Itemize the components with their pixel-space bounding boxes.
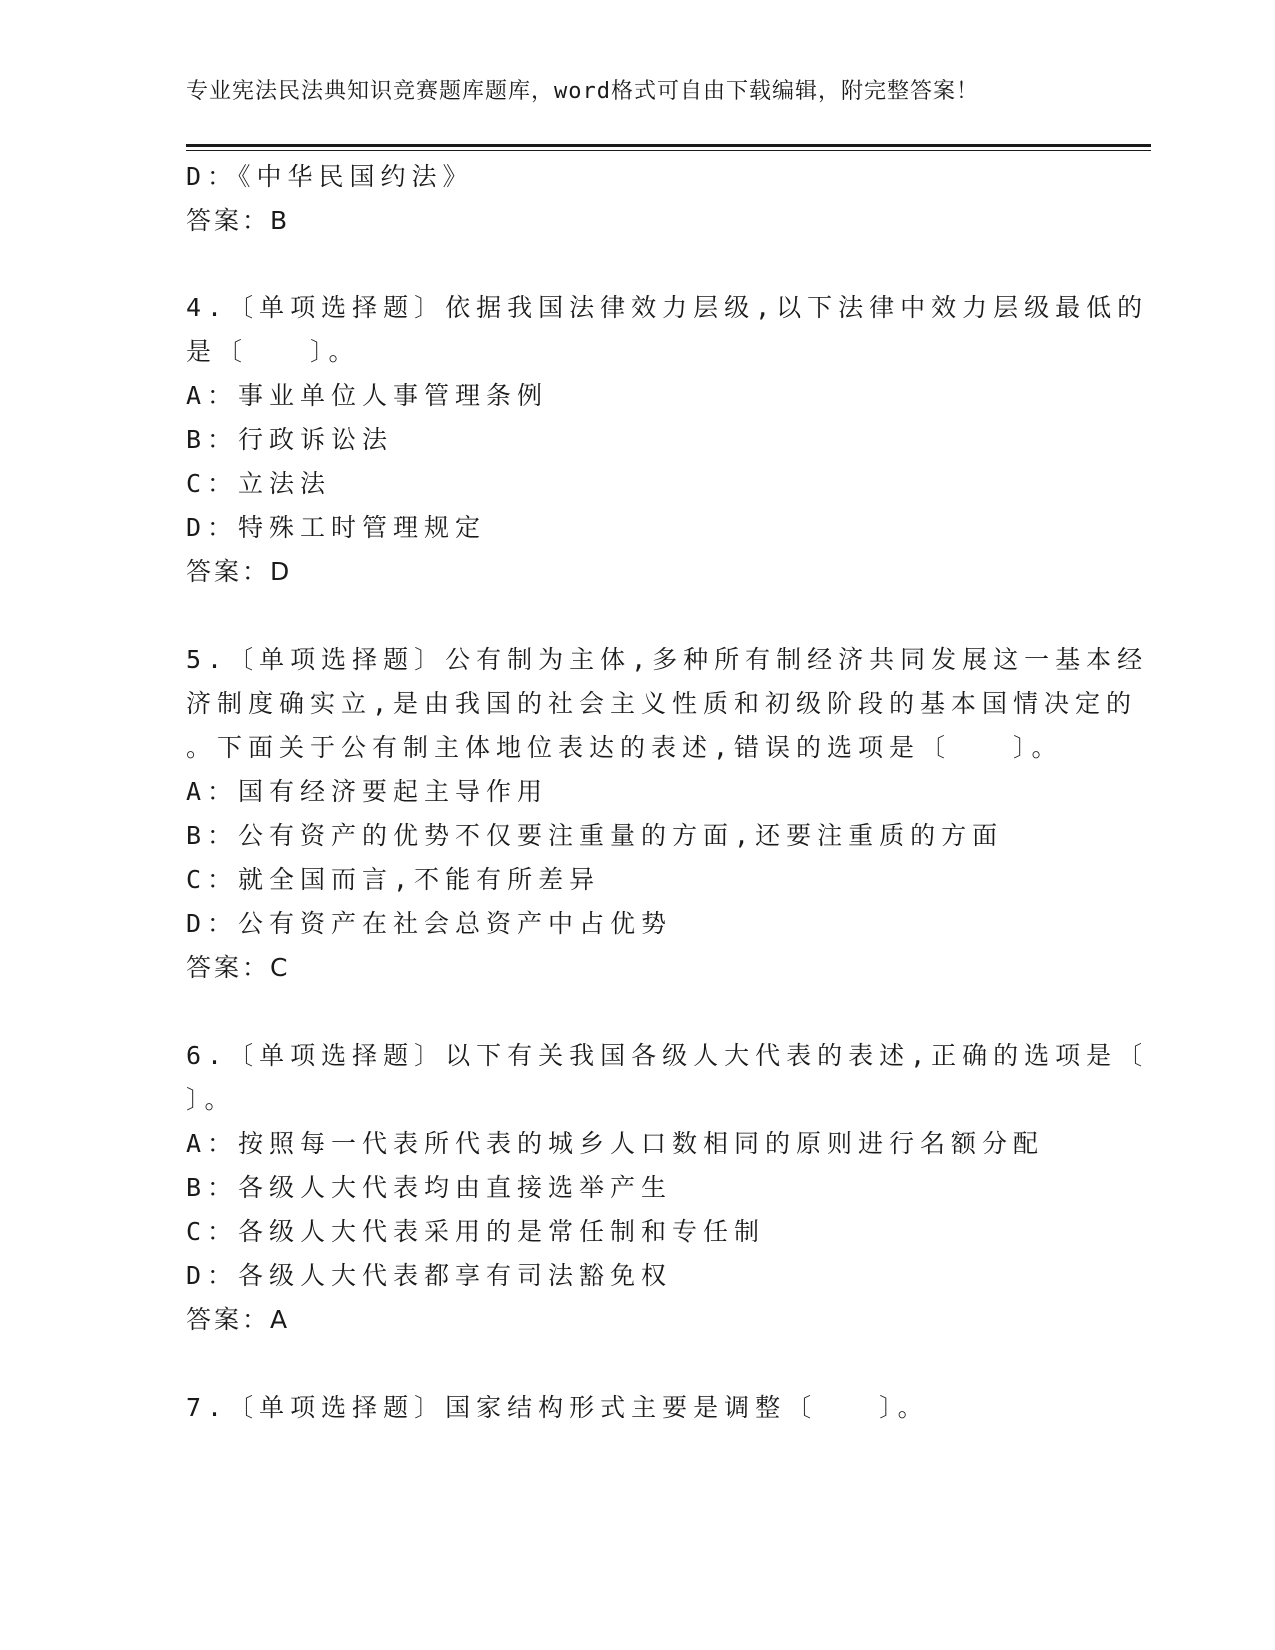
- question-6-option-d: D：各级人大代表都享有司法豁免权: [186, 1261, 673, 1290]
- question-7-stem: 7.〔单项选择题〕国家结构形式主要是调整〔 〕。: [186, 1393, 929, 1422]
- question-5-option-c: C：就全国而言,不能有所差异: [186, 865, 601, 894]
- header-rule-thin: [186, 150, 1151, 151]
- question-4-option-a: A：事业单位人事管理条例: [186, 381, 549, 410]
- question-5-stem-cont-1: 济制度确实立,是由我国的社会主义性质和初级阶段的基本国情决定的: [186, 689, 1138, 718]
- question-5-stem-cont-2: 。下面关于公有制主体地位表达的表述,错误的选项是〔 〕。: [186, 733, 1063, 762]
- question-6-stem-cont: 〕。: [186, 1085, 236, 1114]
- page-header: 专业宪法民法典知识竞赛题库题库，word格式可自由下载编辑，附完整答案！: [186, 79, 979, 104]
- question-5-option-b: B：公有资产的优势不仅要注重量的方面,还要注重质的方面: [186, 821, 1004, 850]
- question-6-option-a: A：按照每一代表所代表的城乡人口数相同的原则进行名额分配: [186, 1129, 1045, 1158]
- question-5-option-d: D：公有资产在社会总资产中占优势: [186, 909, 673, 938]
- question-4-option-c: C：立法法: [186, 469, 332, 498]
- question-4-option-b: B：行政诉讼法: [186, 425, 394, 454]
- question-6-option-c: C：各级人大代表采用的是常任制和专任制: [186, 1217, 766, 1246]
- question-4-stem-cont: 是〔 〕。: [186, 337, 360, 366]
- question-5-option-a: A：国有经济要起主导作用: [186, 777, 549, 806]
- question-5-answer: 答案：C: [186, 953, 291, 982]
- header-rule: [186, 144, 1151, 147]
- question-5-stem: 5.〔单项选择题〕公有制为主体,多种所有制经济共同发展这一基本经: [186, 645, 1149, 674]
- question-6-option-b: B：各级人大代表均由直接选举产生: [186, 1173, 673, 1202]
- question-4-answer: 答案：D: [186, 557, 293, 586]
- question-6-stem: 6.〔单项选择题〕以下有关我国各级人大代表的表述,正确的选项是〔: [186, 1041, 1149, 1070]
- answer-previous: 答案：B: [186, 206, 291, 235]
- question-4-stem: 4.〔单项选择题〕依据我国法律效力层级,以下法律中效力层级最低的: [186, 293, 1149, 322]
- option-d-previous: D：《中华民国约法》: [186, 162, 474, 191]
- question-6-answer: 答案：A: [186, 1305, 291, 1334]
- question-4-option-d: D：特殊工时管理规定: [186, 513, 487, 542]
